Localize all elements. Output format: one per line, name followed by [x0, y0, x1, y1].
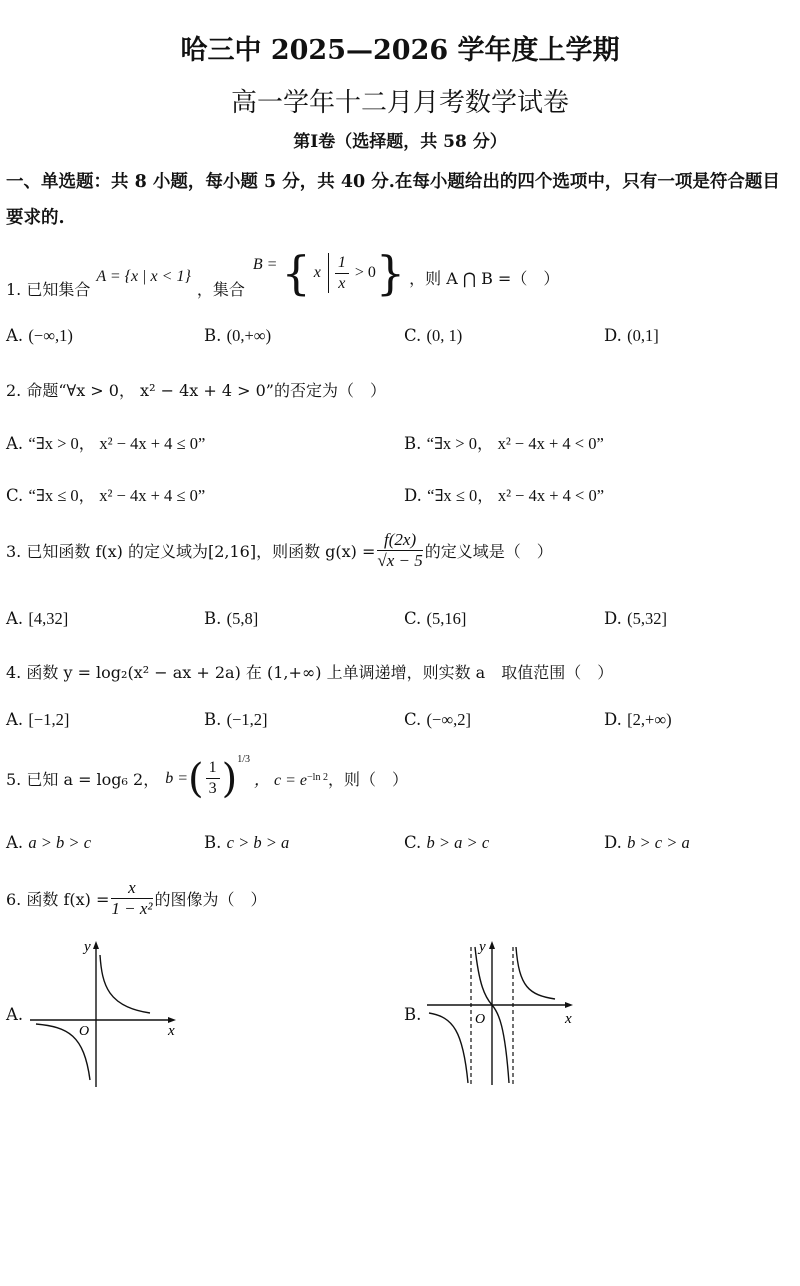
q5-b-den: 3 [208, 780, 217, 797]
q3-option-b: B. (5,8] [204, 609, 259, 628]
q5-prefix: 5. 已知 a = log₆ 2， [6, 770, 160, 789]
q1-set-b-bar [328, 253, 329, 293]
q1-set-b-brace-close: } [375, 246, 406, 300]
q4-option-b: B. (−1,2] [204, 710, 268, 729]
q6-suffix: 的图像为（ ） [154, 890, 267, 909]
section-instructions: 一、单选题：共 8 小题，每小题 5 分，共 40 分.在每小题给出的四个选项中，只有一项是符合题目要求的. [6, 172, 780, 228]
q5-c-exponent: −ln 2 [307, 772, 328, 783]
q5-option-a: A. a > b > c [6, 833, 92, 852]
q1-option-c: C. (0, 1) [404, 326, 463, 345]
q6-graph-a [28, 935, 188, 1090]
q5-b-fraction [206, 758, 220, 799]
q1-set-b-left: B = [252, 256, 278, 273]
graph-b-origin-label: O [475, 1012, 486, 1027]
q4-option-a: A. [−1,2] [6, 710, 70, 729]
q5-b-paren-close: ) [221, 755, 238, 802]
q5-option-d: D. b > c > a [604, 833, 690, 852]
q6-option-b-label: B. [404, 1005, 422, 1024]
q1-set-b-right: > 0 [354, 264, 376, 281]
question-6 [6, 878, 267, 919]
graph-b-x-label: x [565, 1011, 572, 1027]
graph-b-curve-left [429, 1013, 468, 1083]
exam-title-line1: 哈三中 2025—2026 学年度上学期 [180, 35, 620, 66]
q6-option-a-label: A. [6, 1005, 24, 1024]
q1-set-b-den: x [338, 274, 346, 292]
q4-option-c: C. (−∞,2] [404, 710, 471, 729]
q3-option-a: A. [4,32] [6, 609, 69, 628]
graph-b-y-label: y [479, 939, 486, 955]
q1-set-b-fraction [335, 253, 349, 294]
graph-a-curve-right [100, 955, 150, 1013]
q3-option-d: D. (5,32] [604, 609, 668, 628]
question-2: 2. 命题“∀x > 0， x² − 4x + 4 > 0”的否定为（ ） [6, 381, 386, 400]
q1-option-a: A. (−∞,1) [6, 326, 73, 345]
q5-c-text: ， c = e [254, 772, 308, 789]
q6-fraction [111, 878, 152, 919]
q1-prefix: 1. 已知集合 [6, 279, 91, 299]
q6-numerator: x [111, 878, 152, 899]
q1-suffix: ，则 A ⋂ B =（ ） [409, 268, 560, 288]
q1-set-b-var: x [313, 264, 321, 281]
q6-graph-b [425, 935, 585, 1090]
q1-set-b-brace-open: { [281, 246, 311, 300]
q3-option-c: C. (5,16] [404, 609, 467, 628]
question-5 [6, 754, 408, 802]
q5-b-num: 1 [206, 758, 220, 779]
question-3 [6, 530, 553, 571]
q5-option-c: C. b > a > c [404, 833, 490, 852]
question-1 [6, 243, 559, 303]
q3-numerator: f(2x) [377, 530, 422, 551]
q3-prefix: 3. 已知函数 f(x) 的定义域为[2,16]，则函数 g(x) = [6, 542, 376, 561]
graph-a-origin-label: O [79, 1024, 90, 1039]
q5-b-paren-open: ( [188, 755, 204, 802]
q2-option-d: D. “∃x ≤ 0， x² − 4x + 4 < 0” [404, 486, 605, 505]
q4-option-d: D. [2,+∞) [604, 710, 672, 729]
graph-a-y-label: y [84, 939, 91, 955]
graph-b-curve-right [516, 947, 555, 999]
graph-b-y-arrow [489, 941, 495, 949]
q2-option-b: B. “∃x > 0， x² − 4x + 4 < 0” [404, 434, 604, 453]
graph-a-y-arrow [93, 941, 99, 949]
q1-mid: ，集合 [196, 279, 245, 299]
q2-option-c: C. “∃x ≤ 0， x² − 4x + 4 ≤ 0” [6, 486, 206, 505]
q5-option-b: B. c > b > a [204, 833, 290, 852]
q6-denominator: 1 − x² [111, 899, 153, 918]
question-4: 4. 函数 y = log₂(x² − ax + 2a) 在 (1,+∞) 上单调递增，则实数 a 取值范围（ ） [6, 663, 614, 682]
q6-prefix: 6. 函数 f(x) = [6, 890, 110, 909]
q1-option-b: B. (0,+∞) [204, 326, 272, 345]
exam-title-line2: 高一学年十二月月考数学试卷 [230, 88, 569, 118]
q3-denominator: √x − 5 [377, 551, 423, 570]
q5-b-exponent: 1/3 [237, 754, 251, 765]
q5-suffix: ，则（ ） [327, 770, 408, 789]
graph-b-x-arrow [565, 1002, 573, 1008]
q3-fraction [377, 530, 422, 571]
q3-suffix: 的定义域是（ ） [424, 542, 553, 561]
q1-set-b-num: 1 [335, 253, 349, 274]
q1-set-b [252, 246, 406, 300]
graph-a-x-label: x [168, 1023, 175, 1039]
q1-option-d: D. (0,1] [604, 326, 659, 345]
q1-set-a: A = {x | x < 1} [96, 268, 191, 285]
volume-label: 第Ⅰ卷（选择题，共 58 分） [293, 132, 507, 152]
q2-option-a: A. “∃x > 0， x² − 4x + 4 ≤ 0” [6, 434, 206, 453]
q5-b-left: b = [165, 769, 189, 787]
